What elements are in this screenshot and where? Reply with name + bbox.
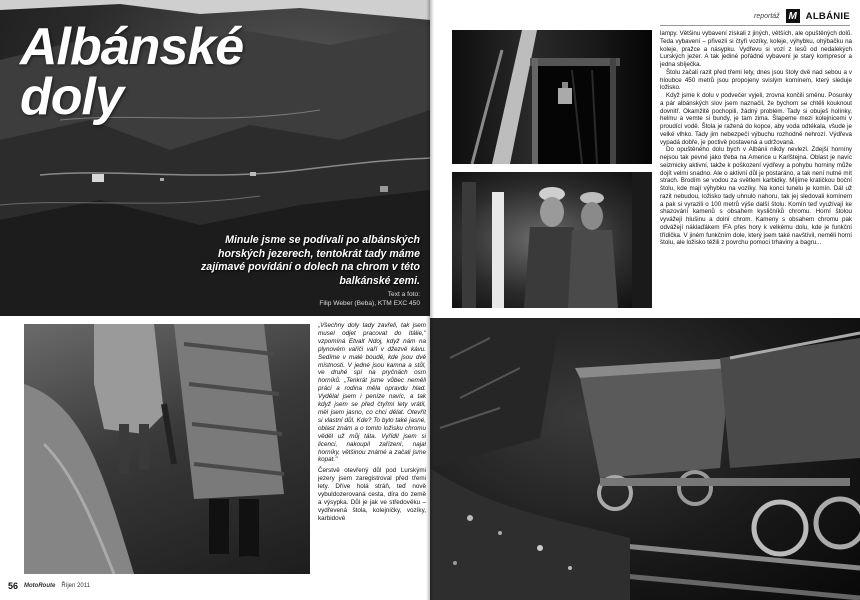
photo-mine-entrance [452, 30, 652, 164]
body-paragraph-3: Když jsme k dolu v podvečer vyjeli, zrovna končili směnu. Posunky a pár albánských slov jsem naznačil, že bychom se chtěli kouknout dovnitř. Okamžitě pochopili, žádný problém. Tady si obuješ holínky, helmu a vemte si bundy, je tam zima. Šlapeme mezi kolejnicemi v proudící vodě. Štola je ražená do kopce, aby voda odtékala, všude je velké vlhko. Tady jim nebezpečí výbuchu rozhodně nehrozí. Výdřeva vypadá dobře, je poctivě postavená a udržovaná. [660, 92, 852, 146]
credit-label: Text a foto: [387, 291, 420, 298]
hero-photo-mountainside [0, 0, 430, 316]
article-lead: Minule jsme se podívali po albánských horských jezerech, tentokrát tady máme zajímavé povídání o dolech na chrom v této balkánské zemi. [201, 234, 420, 287]
body-paragraph: Čerstvě otevřený důl pod Lurskými jezery jsem zaregistroval před třemi lety. Dříve holá stráň, teď nově vybuldozerovaná cesta, díra do země a výsypka. Důl je jak ve středověku – vydřevená štola, kolejničky, vozíky, karbidové [318, 467, 426, 522]
title-line-2: doly [20, 68, 123, 126]
photo-mine-carts-graphic [430, 318, 860, 600]
page-number: 56 [8, 581, 19, 591]
title-line-1: Albánské [20, 18, 244, 76]
issue-date: Říjen 2011 [61, 583, 90, 589]
photo-two-miners [452, 172, 652, 308]
magazine-name: MotoRoute [24, 583, 56, 589]
photo-miners-walking [24, 324, 310, 574]
article-title [20, 18, 244, 126]
body-paragraph-4: Do opuštěného dolu bych v Albánii nikdy nevlezl. Zdejší horníny nejsou tak pevné jako třeba na Americe u Karlštejna. Oblast je navíc seizmicky aktivní, takže k poškození výdřevy a pohybu horniny může dojít velmi snadno. Ale o aktivní důl je postaráno, a tak není nutné mít strach. Brodím se vodou za světlem karbidky. Míjíme kratičkou boční štolu, kde mají výhybku na vozíky. Na konci tunelu je komín. Dál už razit nebudou, ložisko tady uhnulo nahoru, tak jej sledovali komínem a pak si vyrazili o 100 metrů výše další štolu. Komín teď využívají ke shazování kamenů s obsahem kysličníků chromu. Horní štolou vyvážejí hlušinu a dolní chrom. Kameny s obsahem chromu pak odvážejí náklaďákem IFA přes hory k velkému dolu, kde je funkční třídička. V jiném funkčním dole, který jsem také navštívil, neměli horní štolu, ale ložisko těžili z povrchu pomocí trhaviny a bagru... [660, 146, 852, 247]
page-footer [8, 580, 228, 592]
section-rubric: reportáž [753, 12, 780, 20]
right-page [430, 0, 860, 600]
photo-mine-entrance-graphic [452, 30, 652, 164]
body-paragraph-1: lampy. Většinu vybavení získali z jiných, větších, ale opuštěných dolů. Teda vybavení – přivezli si čtyři vozíky, koleje, výhybku, ohýbačku na koleje, pražce a násypku. Vydřevu si vozí z lesů od nedalekých Lurských jezer. A tak jediné pořádné vybavení je starý kompresor a jedna sbíječka. [660, 30, 852, 68]
quote-paragraph: „Všechny doly tady zavřeli, tak jsem musel odjet pracovat do Itálie," vzpomíná Etvalt Ndoj, když nám na plynovém vařiči vaří v džezvě kávu. Sedíme v malé boudě, kde jsou dvě místnosti. V jedné jsou kamna a stůl, ve druhé spí na pryčnách osm horníků. „Tenkrát jsme vůbec neměli práci a rodina měla opravdu hlad. Vydělal jsem i peníze navíc, a tak když jsem se před čtyřmi lety vrátil, měl jsem jasno, co chci dělat. Otevřít si vlastní důl. Kde? To bylo také jasné, oblast znám a o tomto ložisku chromu věděl už můj táta. Vyřídil jsem si licenci, nakoupil zařízení, najal horníky, většinou známé a začali jsme kopat." [318, 322, 426, 464]
credit-author: Filip Weber (Beba), KTM EXC 450 [319, 299, 420, 307]
photo-mine-carts [430, 318, 860, 600]
text-column-right [660, 30, 852, 314]
photo-credit [220, 291, 420, 308]
body-paragraph-2: Štolu začali razit před třemi lety, dnes jsou štoly dvě nad sebou a v hloubce 450 metrů jsou propojeny svislým komínem, který sleduje ložisko. [660, 68, 852, 92]
spread-gutter [426, 0, 434, 600]
photo-two-miners-graphic [452, 172, 652, 308]
text-column-left [318, 322, 426, 570]
section-country: ALBÁNIE [805, 10, 850, 22]
header-divider [660, 25, 850, 26]
magazine-logo-icon: M [786, 9, 800, 23]
photo-miners-walking-graphic [24, 324, 310, 574]
section-header [754, 8, 850, 24]
